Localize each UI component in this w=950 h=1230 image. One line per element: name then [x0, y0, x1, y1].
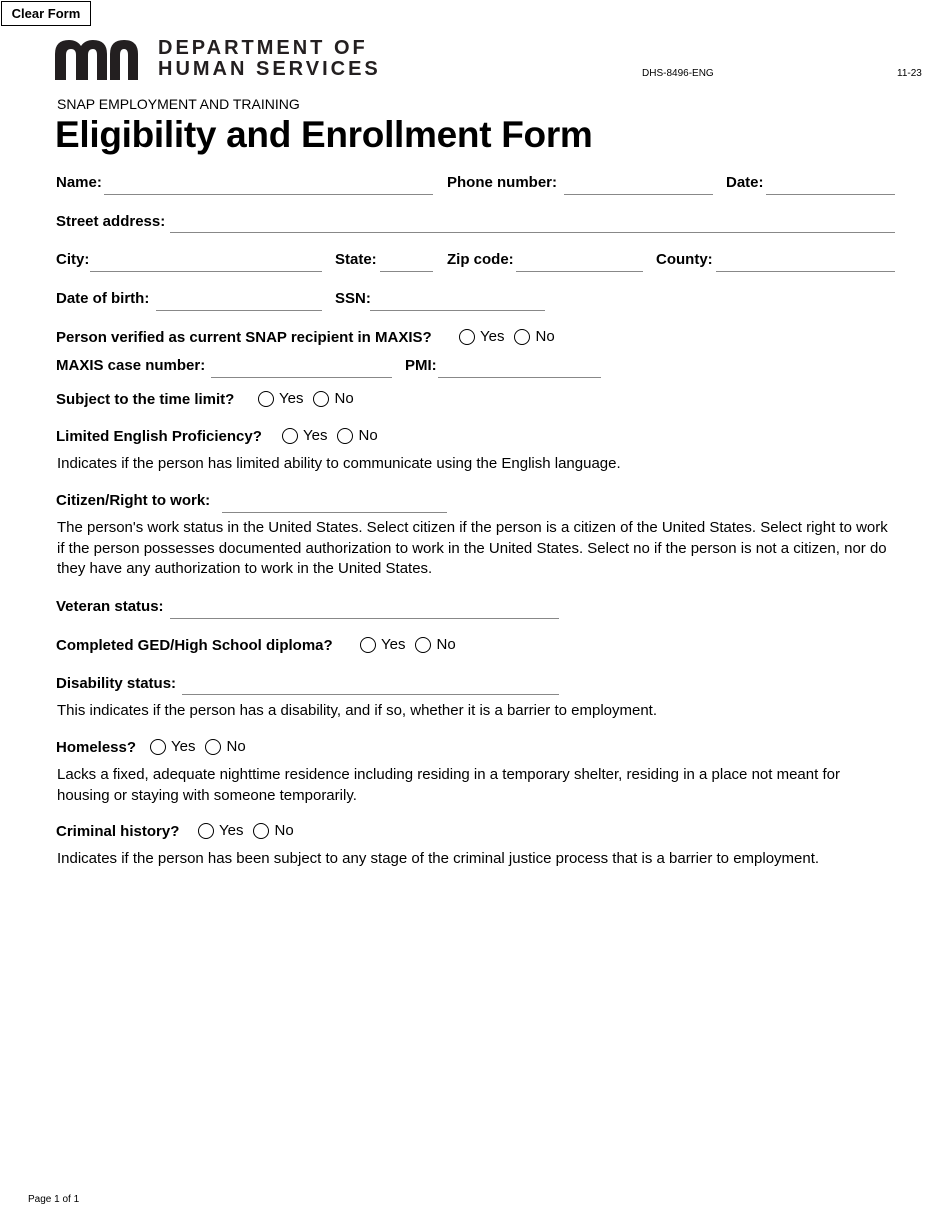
maxis-case-field[interactable]: [211, 361, 392, 378]
department-line-1: DEPARTMENT OF: [158, 37, 368, 59]
time-limit-no-radio[interactable]: [313, 391, 329, 407]
ged-no-radio[interactable]: [415, 637, 431, 653]
city-label: City:: [56, 251, 90, 268]
department-name: [158, 38, 381, 80]
homeless-yes-option[interactable]: [150, 738, 195, 755]
no-label: No: [334, 390, 354, 407]
criminal-yes-radio[interactable]: [198, 823, 214, 839]
disability-field[interactable]: [182, 678, 559, 695]
snap-verified-yes-option[interactable]: [459, 328, 504, 345]
homeless-radio-group: [150, 738, 256, 755]
form-date: 11-23: [897, 68, 922, 79]
lep-radio-group: [282, 427, 388, 444]
name-label: Name:: [56, 174, 102, 191]
date-field[interactable]: [766, 178, 895, 195]
criminal-no-option[interactable]: [253, 822, 293, 839]
time-limit-question: Subject to the time limit?: [56, 391, 235, 408]
date-label: Date:: [726, 174, 764, 191]
homeless-no-option[interactable]: [205, 738, 245, 755]
phone-field[interactable]: [564, 178, 713, 195]
pmi-label: PMI:: [405, 357, 437, 374]
disability-description: This indicates if the person has a disability, and if so, whether it is a barrier to employment.: [57, 702, 658, 719]
lep-description: Indicates if the person has limited ability to communicate using the English language.: [57, 455, 621, 472]
county-field[interactable]: [716, 255, 895, 272]
time-limit-yes-radio[interactable]: [258, 391, 274, 407]
lep-no-radio[interactable]: [337, 428, 353, 444]
ged-yes-radio[interactable]: [360, 637, 376, 653]
page-title: Eligibility and Enrollment Form: [55, 114, 593, 155]
city-field[interactable]: [90, 255, 322, 272]
time-limit-no-option[interactable]: [313, 390, 353, 407]
snap-verified-radio-group: [459, 328, 565, 345]
phone-label: Phone number:: [447, 174, 558, 191]
department-line-2: HUMAN SERVICES: [158, 58, 381, 80]
criminal-yes-option[interactable]: [198, 822, 243, 839]
maxis-case-label: MAXIS case number:: [56, 357, 206, 374]
ged-yes-option[interactable]: [360, 636, 405, 653]
no-label: No: [274, 822, 294, 839]
yes-label: Yes: [381, 636, 406, 653]
criminal-no-radio[interactable]: [253, 823, 269, 839]
time-limit-yes-option[interactable]: [258, 390, 303, 407]
page-number: Page 1 of 1: [28, 1194, 80, 1205]
lep-no-option[interactable]: [337, 427, 377, 444]
veteran-label: Veteran status:: [56, 598, 164, 615]
snap-verified-question: Person verified as current SNAP recipient in MAXIS?: [56, 329, 432, 346]
state-label: State:: [335, 251, 377, 268]
lep-yes-option[interactable]: [282, 427, 327, 444]
veteran-field[interactable]: [170, 602, 559, 619]
criminal-question: Criminal history?: [56, 823, 180, 840]
state-field[interactable]: [380, 255, 433, 272]
name-field[interactable]: [104, 178, 433, 195]
no-label: No: [226, 738, 246, 755]
county-label: County:: [656, 251, 713, 268]
homeless-yes-radio[interactable]: [150, 739, 166, 755]
pmi-field[interactable]: [438, 361, 601, 378]
snap-verified-no-radio[interactable]: [514, 329, 530, 345]
ssn-field[interactable]: [370, 294, 545, 311]
homeless-no-radio[interactable]: [205, 739, 221, 755]
dob-label: Date of birth:: [56, 290, 150, 307]
ged-no-option[interactable]: [415, 636, 455, 653]
yes-label: Yes: [279, 390, 304, 407]
snap-verified-yes-radio[interactable]: [459, 329, 475, 345]
yes-label: Yes: [480, 328, 505, 345]
citizen-label: Citizen/Right to work:: [56, 492, 211, 509]
dob-field[interactable]: [156, 294, 322, 311]
form-subtitle: SNAP EMPLOYMENT AND TRAINING: [57, 96, 300, 112]
zip-label: Zip code:: [447, 251, 514, 268]
clear-form-button[interactable]: Clear Form: [1, 1, 91, 26]
form-number: DHS-8496-ENG: [642, 68, 714, 79]
lep-question: Limited English Proficiency?: [56, 428, 262, 445]
disability-label: Disability status:: [56, 675, 177, 692]
yes-label: Yes: [303, 427, 328, 444]
mn-logo-n-icon: [90, 40, 148, 80]
homeless-description: Lacks a fixed, adequate nighttime residence including residing in a temporary shelter, residing in a place not meant for housing or staying with someone temporarily.: [57, 766, 840, 804]
yes-label: Yes: [219, 822, 244, 839]
time-limit-radio-group: [258, 390, 364, 407]
yes-label: Yes: [171, 738, 196, 755]
no-label: No: [436, 636, 456, 653]
street-field[interactable]: [170, 216, 895, 233]
zip-field[interactable]: [516, 255, 643, 272]
ged-radio-group: [360, 636, 466, 653]
criminal-description: Indicates if the person has been subject to any stage of the criminal justice process that is a barrier to employment.: [57, 850, 820, 867]
snap-verified-no-option[interactable]: [514, 328, 554, 345]
ged-question: Completed GED/High School diploma?: [56, 637, 333, 654]
criminal-radio-group: [198, 822, 304, 839]
street-label: Street address:: [56, 213, 166, 230]
no-label: No: [535, 328, 555, 345]
lep-yes-radio[interactable]: [282, 428, 298, 444]
no-label: No: [358, 427, 378, 444]
ssn-label: SSN:: [335, 290, 371, 307]
homeless-question: Homeless?: [56, 739, 137, 756]
citizen-field[interactable]: [222, 496, 447, 513]
citizen-description: The person's work status in the United States. Select citizen if the person is a citizen of the United States. Select right to work if the person possesses documented authorization to work in the United States. Select no if the person is not a citizen, nor do they have any authorization to work in the United States.: [57, 519, 888, 577]
